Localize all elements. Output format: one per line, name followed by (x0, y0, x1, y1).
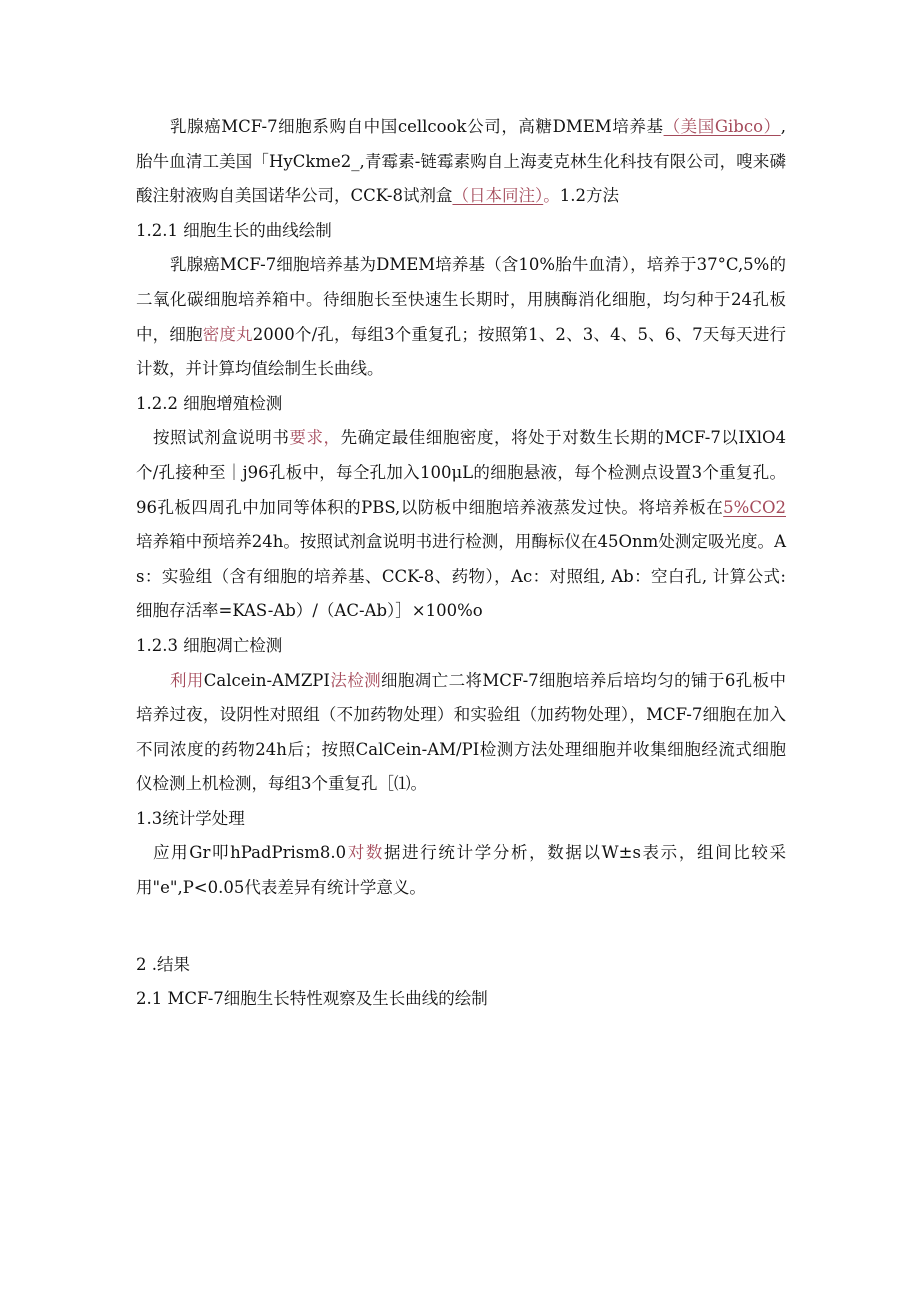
growth-text: 乳腺癌MCF-7细胞培养基为DMEM培养基（含10%胎牛血清），培养于37°C,5%的二氧化碳细胞培养箱中。待细胞长至快速生长期时，用胰酶消化细胞，均匀种于24孔板中，细胞 (136, 255, 786, 344)
apoptosis-text: 细胞凋亡二将MCF-7细胞培养后培均匀的铺于6孔板中培养过夜，设阴性对照组（不加药物处理）和实验组（加药物处理），MCF-7细胞在加入不同浓度的药物24h后；按照CalCein-AM/PI检测方法处理细胞并收集细胞经流式细胞仪检测上机检测，每组3个重复孔［⑴。 (136, 670, 787, 794)
growth-text-2: 2000个/孔，每组3个重复孔；按照第1、2、3、4、5、6、7天每天进行计数，并计算均值绘制生长曲线。 (136, 324, 787, 379)
proliferation-paragraph (136, 421, 786, 629)
proliferation-text: 按照试剂盒说明书 (153, 428, 290, 448)
materials-period: 。 (543, 186, 560, 206)
gibco-note: （美国Gibco） (663, 117, 781, 136)
heading-2: 2 .结果 (136, 954, 190, 974)
document-page (136, 110, 786, 1017)
method-note: 法检测 (329, 670, 381, 690)
proliferation-text-2: 先确定最佳细胞密度，将处于对数生长期的MCF-7以IXlO4个/孔接种至｜j96孔板中，每仝孔加入100μL的细胞悬液，每个检测点设置3个重复孔。96孔板四周孔中加同等体积的PBS,以防板中细胞培养液蒸发过快。将培养板在 (136, 428, 786, 517)
apoptosis-lead: 利用 (170, 670, 204, 690)
data-note: 对数 (346, 843, 385, 863)
growth-curve-paragraph (136, 248, 786, 386)
heading-1-2-1: 1.2.1 细胞生长的曲线绘制 (136, 220, 332, 240)
reagent-name: Calcein-AMZPI (203, 670, 330, 690)
heading-1-2-2: 1.2.2 细胞增殖检测 (136, 393, 283, 413)
methods-heading-inline: 1.2方法 (559, 186, 619, 206)
heading-1-3: 1.3统计学处理 (136, 808, 245, 828)
section-gap (136, 906, 786, 948)
heading-2-1: 2.1 MCF-7细胞生长特性观察及生长曲线的绘制 (136, 989, 488, 1009)
materials-paragraph (136, 110, 786, 214)
co2-note: 5%CO2 (723, 497, 786, 517)
requirement-note: 要求， (289, 428, 341, 448)
statistics-paragraph (136, 836, 786, 905)
density-note: 密度丸 (202, 324, 253, 344)
apoptosis-paragraph (136, 664, 786, 802)
dojindo-note: （日本同注） (452, 186, 544, 206)
statistics-text: 应用Gr叩hPadPrism8.0 (153, 843, 347, 863)
materials-text: 乳腺癌MCF-7细胞系购自中国cellcook公司，高糖DMEM培养基 (170, 117, 664, 136)
statistics-text-2: 据进行统计学分析，数据以W±s表示，组间比较采用"e",P<0.05代表差异有统计学意义。 (136, 843, 786, 898)
heading-1-2-3: 1.2.3 细胞凋亡检测 (136, 635, 283, 655)
materials-text-2: ,胎牛血清工美国「HyCkme2_,青霉素-链霉素购自上海麦克林生化科技有限公司，嗖来磷酸注射液购自美国诺华公司，CCK-8试剂盒 (136, 117, 786, 206)
proliferation-text-3: 培养箱中预培养24h。按照试剂盒说明书进行检测，用酶标仪在45Onm处测定吸光度。As：实验组（含有细胞的培养基、CCK-8、药物），Ac：对照组, Ab：空白孔, 计算公式: 细胞存活率=KAS-Ab）/（AC-Ab）］×100%o (136, 532, 786, 621)
